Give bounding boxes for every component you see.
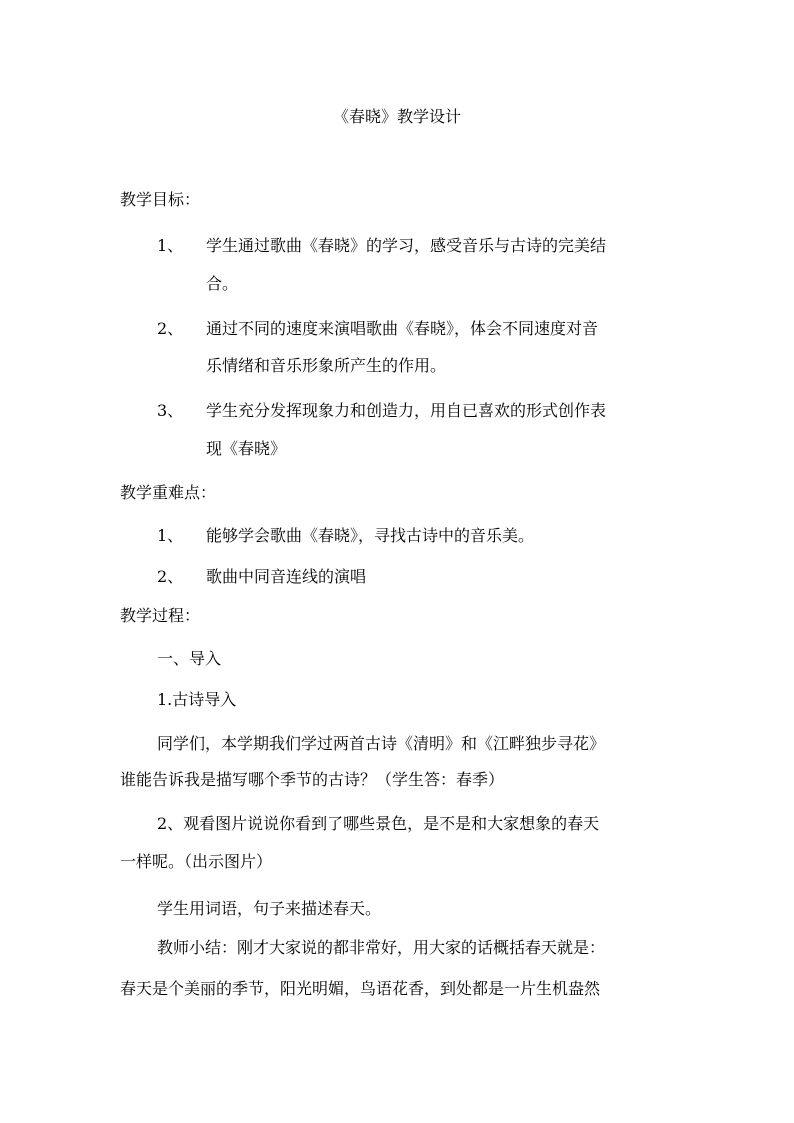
process-line-3: 同学们，本学期我们学过两首古诗《清明》和《江畔独步寻花》 bbox=[157, 734, 606, 753]
objective-2-line-2: 乐情绪和音乐形象所产生的作用。 bbox=[206, 356, 447, 375]
objective-1-line-1: 学生通过歌曲《春晓》的学习，感受音乐与古诗的完美结 bbox=[206, 236, 607, 255]
process-line-2: 1.古诗导入 bbox=[157, 690, 237, 709]
objective-2-number: 2、 bbox=[157, 319, 184, 338]
objective-2-line-1: 通过不同的速度来演唱歌曲《春晓》，体会不同速度对音 bbox=[206, 319, 599, 338]
objective-3-line-1: 学生充分发挥现象力和创造力，用自已喜欢的形式创作表 bbox=[206, 401, 607, 420]
process-line-5: 2、观看图片说说你看到了哪些景色，是不是和大家想象的春天 bbox=[157, 814, 600, 833]
objective-3-number: 3、 bbox=[157, 401, 184, 420]
objective-3-line-2: 现《春晓》 bbox=[206, 439, 287, 458]
process-line-1: 一、导入 bbox=[157, 649, 222, 668]
key-point-1-number: 1、 bbox=[157, 526, 184, 545]
process-line-6: 一样呢。（出示图片） bbox=[120, 852, 273, 871]
objective-1-line-2: 合。 bbox=[206, 274, 239, 293]
process-line-7: 学生用词语，句子来描述春天。 bbox=[157, 899, 382, 918]
process-line-9: 春天是个美丽的季节，阳光明媚，鸟语花香，到处都是一片生机盎然 bbox=[120, 979, 601, 998]
key-points-heading: 教学重难点： bbox=[120, 483, 217, 502]
key-point-2-number: 2、 bbox=[157, 567, 184, 586]
objective-1-number: 1、 bbox=[157, 236, 184, 255]
objectives-heading: 教学目标： bbox=[120, 190, 201, 209]
key-point-1-text: 能够学会歌曲《春晓》，寻找古诗中的音乐美。 bbox=[206, 526, 535, 545]
key-point-2-text: 歌曲中同音连线的演唱 bbox=[206, 567, 367, 586]
process-heading: 教学过程： bbox=[120, 606, 201, 625]
process-line-4: 谁能告诉我是描写哪个季节的古诗？（学生答：春季） bbox=[120, 770, 505, 789]
process-line-8: 教师小结：刚才大家说的都非常好，用大家的话概括春天就是： bbox=[157, 938, 606, 957]
document-title: 《春晓》教学设计 bbox=[332, 107, 461, 126]
